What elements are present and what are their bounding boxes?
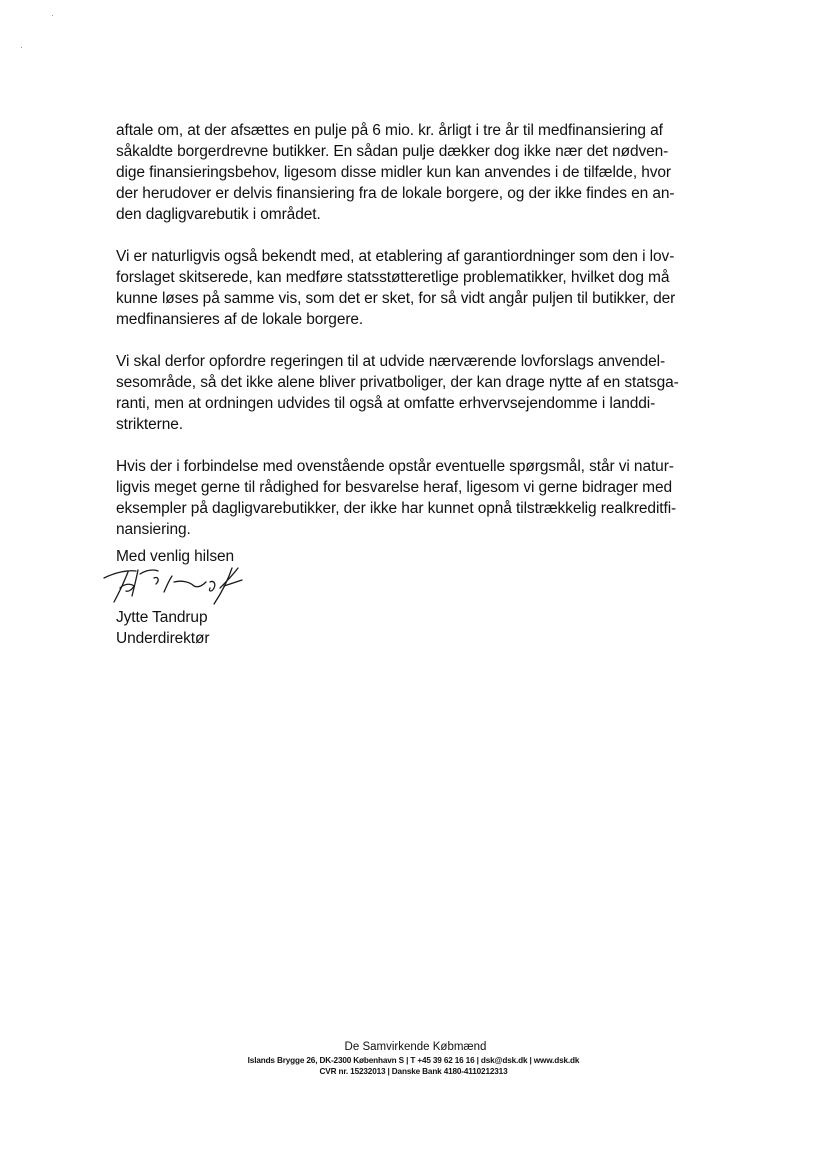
text-line: strikterne. <box>116 416 183 433</box>
letter-footer <box>0 1040 827 1077</box>
paragraph <box>116 456 716 540</box>
footer-contact-line: Islands Brygge 26, DK-2300 København S | T +45 39 62 16 16 | dsk@dsk.dk | www.dsk.dk <box>247 1056 580 1065</box>
text-line: Vi skal derfor opfordre regeringen til at udvide nærværende lovforslags anvendel- <box>116 353 666 370</box>
paragraph <box>116 246 716 330</box>
handwritten-signature <box>98 558 258 608</box>
text-line: kunne løses på samme vis, som det er sket, for så vidt angår puljen til butikker, der <box>116 290 676 307</box>
footer-registry-line: CVR nr. 15232013 | Danske Bank 4180-4110212313 <box>319 1067 508 1076</box>
text-line: ranti, men at ordningen udvides til også at omfatte erhvervsejendomme i landdi- <box>116 395 656 412</box>
paragraph <box>116 351 716 435</box>
text-line: eksempler på dagligvarebutikker, der ikke har kunnet opnå tilstrækkelig realkreditfi- <box>116 500 677 517</box>
scan-speck <box>52 15 53 16</box>
text-line: dige finansieringsbehov, ligesom disse midler kun kan anvendes i de tilfælde, hvor <box>116 164 671 181</box>
footer-organization: De Samvirkende Købmænd <box>344 1041 487 1053</box>
text-line: der herudover er delvis finansiering fra de lokale borgere, og der ikke findes en an- <box>116 185 675 202</box>
text-line: Vi er naturligvis også bekendt med, at etablering af garantiordninger som den i lov- <box>116 248 675 265</box>
text-line: sesområde, så det ikke alene bliver privatboliger, der kan drage nytte af en statsga- <box>116 374 679 391</box>
text-line: den dagligvarebutik i området. <box>116 206 321 223</box>
paragraph <box>116 120 716 225</box>
letter-body <box>116 120 716 561</box>
text-line: forslaget skitserede, kan medføre statsstøtteretlige problematikker, hvilket dog må <box>116 269 670 286</box>
text-line: aftale om, at der afsættes en pulje på 6 mio. kr. årligt i tre år til medfinansiering af <box>116 122 663 139</box>
text-line: nansiering. <box>116 521 191 538</box>
text-line: medfinansieres af de lokale borgere. <box>116 311 364 328</box>
signer-title: Underdirektør <box>116 630 210 647</box>
scan-speck <box>21 47 22 48</box>
text-line: såkaldte borgerdrevne butikker. En sådan pulje dækker dog ikke nær det nødven- <box>116 143 669 160</box>
closing-salutation: Med venlig hilsen <box>116 548 235 565</box>
text-line: ligvis meget gerne til rådighed for besvarelse heraf, ligesom vi gerne bidrager med <box>116 479 673 496</box>
signer-name: Jytte Tandrup <box>116 609 208 626</box>
text-line: Hvis der i forbindelse med ovenstående opstår eventuelle spørgsmål, står vi natur- <box>116 458 674 475</box>
signer-block <box>116 607 209 649</box>
